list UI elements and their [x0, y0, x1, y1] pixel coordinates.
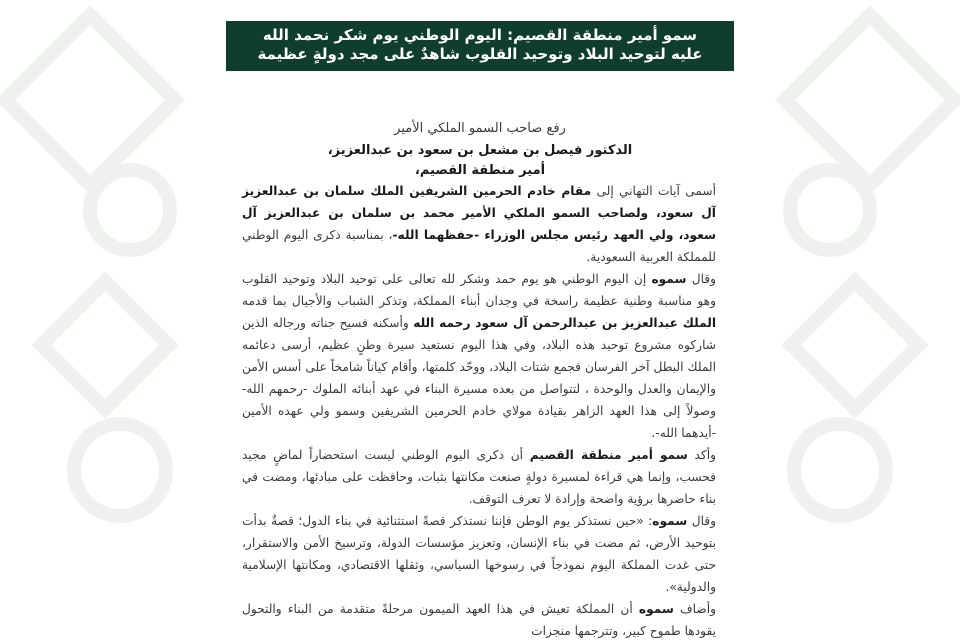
article-paragraph — [242, 180, 716, 268]
intro-line-1: رفع صاحب السمو الملكي الأمير — [394, 121, 566, 136]
text-run: ، بمناسبة ذكرى اليوم الوطني للمملكة العربية السعودية. — [242, 228, 716, 264]
article-paragraph — [242, 598, 716, 642]
headline-line-2: عليه لتوحيد البلاد وتوحيد القلوب شاهدٌ على مجد دولةٍ عظيمة — [257, 45, 703, 63]
bold-run: سمو أمير منطقة القصيم — [529, 448, 688, 462]
text-run: وأسكنه فسيح جناته ورجاله الذين شاركوه مشروع توحيد هذه البلاد، وفي هذا اليوم نستعيد سيرة وطنٍ عظيم، أرسى دعائمه الملك البطل آخر الفرسان فجمع شتات البلاد، ووحّد كلمتها، وأقام كياناً شامخاً على أسس الأمن والإيمان والعدل والوحدة ، لتتواصل من بعده مسيرة البناء في عهد أبنائه الملوك -رحمهم الله- وصولاً إلى هذا العهد الزاهر بقيادة مولاي خادم الحرمين الشريفين وسمو ولي عهده الأمين -أيدهما الله-. — [242, 316, 716, 440]
headline-banner — [226, 21, 734, 71]
intro-line-3: أمير منطقة القصيم، — [414, 163, 546, 178]
text-run: أن المملكة تعيش في هذا العهد الميمون مرحلةً متقدمة من البناء والتحول يقودها طموح كبير، وتترجمها منجزات — [242, 602, 716, 638]
article-paragraph — [242, 268, 716, 444]
text-run: وقال — [687, 514, 717, 528]
bold-run: مقام خادم الحرمين الشريفين الملك سلمان بن عبدالعزيز آل سعود، ولصاحب السمو الملكي الأمير محمد بن سلمان بن عبدالعزيز آل سعود، ولي العهد رئيس مجلس الوزراء -حفظهما الله- — [242, 184, 716, 242]
text-run: وقال — [686, 272, 716, 286]
article-paragraph — [242, 444, 716, 510]
bold-run: سموه — [652, 514, 688, 528]
bold-run: سموه — [651, 272, 687, 286]
intro-line-2: الدكتور فيصل بن مشعل بن سعود بن عبدالعزيز، — [327, 143, 633, 158]
text-run: وأكد — [687, 448, 716, 462]
text-run: إن اليوم الوطني هو يوم حمد وشكر لله تعالى على توحيد البلاد وتوحيد القلوب وهو مناسبة وطنية عظيمة راسخة في وجدان أبناء المملكة، وتذكر الشباب والأجيال بما قدمه — [242, 272, 716, 308]
headline-line-1: سمو أمير منطقة القصيم: اليوم الوطني يوم شكر نحمد الله — [262, 26, 698, 44]
bold-run: سموه — [638, 602, 674, 616]
text-run: وأضاف — [673, 602, 716, 616]
text-run: : «حين نستذكر يوم الوطن فإننا نستذكر قصةً استثنائية في بناء الدول؛ قصةٌ بدأت بتوحيد الأرض، ثم مضت في بناء الإنسان، وتعزيز مؤسسات الدولة، وترسيخ الأمن والاستقرار، حتى غدت المملكة اليوم نموذجاً في رسوخها السياسي، وثقلها الاقتصادي، ومكانتها الإسلامية والدولية». — [242, 514, 716, 594]
article-paragraph — [242, 510, 716, 598]
text-run: أن ذكرى اليوم الوطني ليست استحضاراً لماضٍ مجيد فحسب، وإنما هي قراءة لمسيرة دولةٍ صنعت مكانتها بثبات، وحافظت على مبادئها، ومضت في بناء حاضرها برؤية واضحة وإرادة لا تعرف التوقف. — [242, 448, 716, 506]
text-run: أسمى آيات التهاني إلى — [591, 184, 716, 198]
article-body — [242, 180, 716, 642]
bold-run: الملك عبدالعزيز بن عبدالرحمن آل سعود رحمه الله — [413, 316, 716, 330]
